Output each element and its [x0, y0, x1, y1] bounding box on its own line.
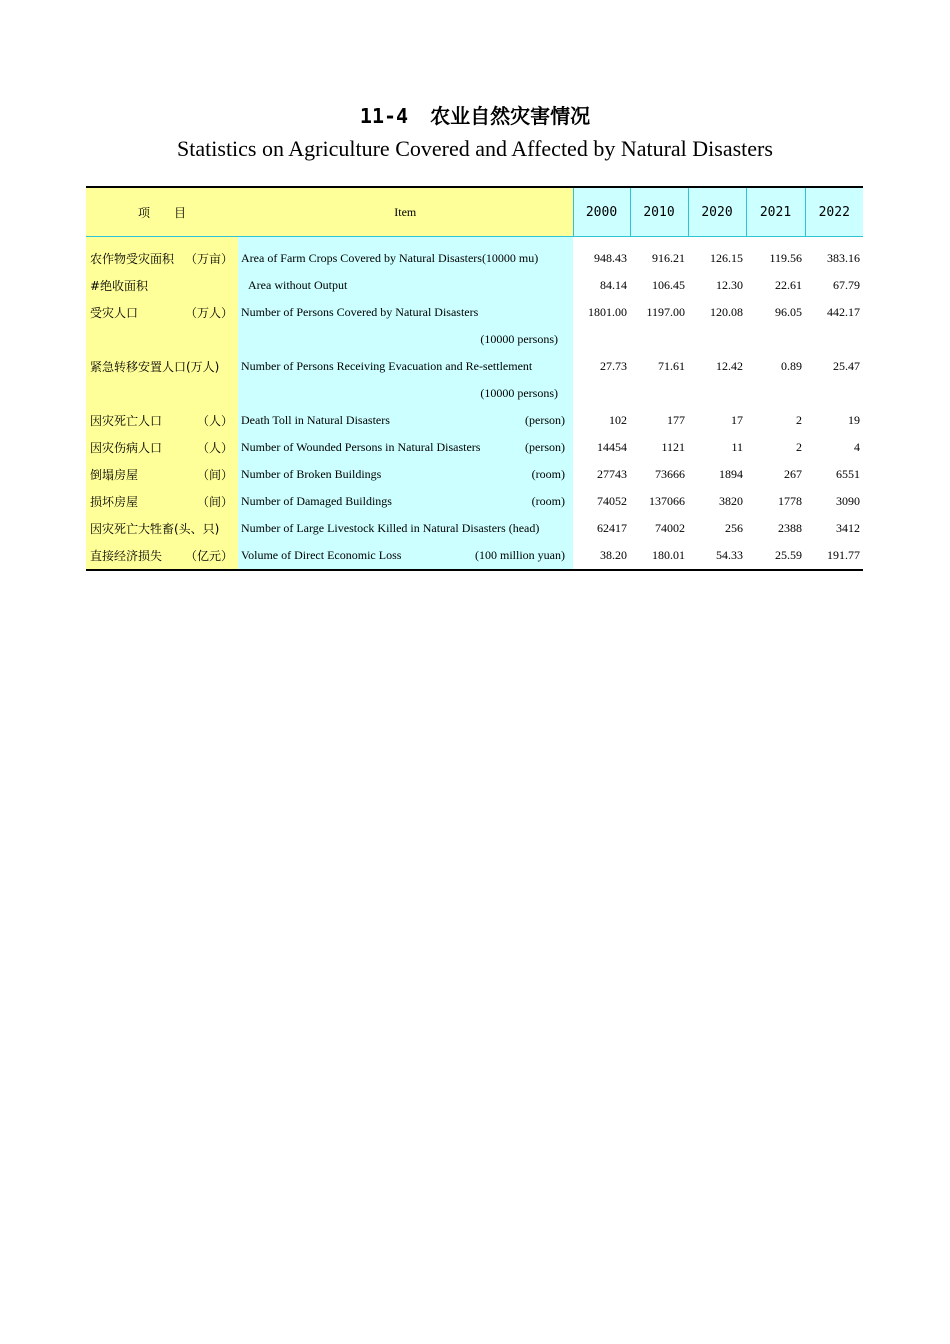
header-year: 2000 [573, 187, 630, 237]
value-cell: 38.20 [573, 542, 630, 570]
item-cn-cell [86, 380, 238, 407]
item-en-cell [238, 353, 573, 380]
spacer-cell [238, 237, 573, 246]
item-cn-cell [86, 353, 238, 380]
value-cell: 12.42 [716, 359, 743, 373]
item-en: Number of Persons Covered by Natural Disasters [241, 305, 479, 319]
value-cell: 1894 [719, 467, 743, 481]
item-cn: 因灾死亡人口 [90, 414, 163, 428]
item-cn-cell [86, 461, 238, 488]
item-cn: 受灾人口 [90, 306, 139, 320]
value-cell: 102 [609, 413, 627, 427]
item-cn-unit: （万人） [184, 306, 233, 320]
value-cell [630, 326, 688, 353]
value-cell [630, 380, 688, 407]
item-en-unit: (person) [525, 413, 565, 427]
value-cell: 1197.00 [646, 305, 685, 319]
value-cell: 0.89 [781, 359, 802, 373]
value-cell: 2388 [778, 521, 802, 535]
item-cn-unit: （间） [196, 495, 233, 509]
spacer-row [86, 237, 863, 246]
value-cell: 3820 [719, 494, 743, 508]
value-cell [573, 380, 630, 407]
item-cn: 损坏房屋 [90, 495, 139, 509]
item-en: (10000 persons) [480, 386, 558, 400]
spacer-cell [86, 237, 238, 246]
value-cell: 137066 [649, 494, 685, 508]
table-row [86, 461, 863, 488]
item-en-cell [238, 245, 573, 272]
item-en: Number of Large Livestock Killed in Natural Disasters (head) [241, 521, 540, 535]
item-cn-unit: （亿元） [184, 549, 233, 563]
item-en: Number of Damaged Buildings [241, 494, 392, 508]
value-cell: 948.43 [594, 251, 627, 265]
item-en-cell [238, 299, 573, 326]
item-cn-cell [86, 407, 238, 434]
item-en: Area without Output [248, 278, 348, 292]
item-cn-unit: （人） [196, 414, 233, 428]
header-row [86, 187, 863, 237]
item-en: Number of Broken Buildings [241, 467, 382, 481]
value-cell: 17 [731, 413, 743, 427]
value-cell: 12.30 [716, 278, 743, 292]
item-cn: 直接经济损失 [90, 549, 163, 563]
table-title-cn: 农业自然灾害情况 [430, 104, 591, 128]
item-cn: #绝收面积 [90, 279, 149, 293]
value-cell: 62417 [597, 521, 627, 535]
item-en-unit: (room) [531, 494, 565, 508]
value-cell: 71.61 [658, 359, 685, 373]
value-cell: 4 [854, 440, 860, 454]
item-en-cell [238, 515, 573, 542]
item-cn-cell [86, 299, 238, 326]
item-en-cell [238, 272, 573, 299]
value-cell: 916.21 [652, 251, 685, 265]
value-cell: 442.17 [827, 305, 860, 319]
value-cell: 14454 [597, 440, 627, 454]
value-cell: 84.14 [600, 278, 627, 292]
item-cn-cell [86, 515, 238, 542]
value-cell: 1121 [661, 440, 685, 454]
value-cell [573, 326, 630, 353]
value-cell: 2 [796, 413, 802, 427]
value-cell: 119.56 [769, 251, 802, 265]
item-en-cell [238, 461, 573, 488]
value-cell: 191.77 [805, 542, 863, 570]
value-cell: 383.16 [827, 251, 860, 265]
value-cell: 74002 [655, 521, 685, 535]
value-cell [805, 326, 863, 353]
value-cell: 11 [731, 440, 743, 454]
value-cell: 74052 [597, 494, 627, 508]
item-cn: 农作物受灾面积 [90, 252, 175, 266]
item-cn-unit: （间） [196, 468, 233, 482]
value-cell: 27743 [597, 467, 627, 481]
item-cn-cell [86, 272, 238, 299]
item-en-cell [238, 326, 573, 353]
disaster-statistics-table [86, 186, 863, 571]
value-cell: 177 [667, 413, 685, 427]
item-en: Death Toll in Natural Disasters [241, 413, 390, 427]
table-row [86, 434, 863, 461]
table-row [86, 353, 863, 380]
table-row [86, 380, 863, 407]
table-row [86, 542, 863, 570]
header-year: 2020 [688, 187, 746, 237]
item-en-unit: (room) [531, 467, 565, 481]
value-cell: 1801.00 [588, 305, 627, 319]
value-cell: 22.61 [775, 278, 802, 292]
item-en-cell [238, 542, 573, 570]
table-row [86, 272, 863, 299]
item-cn: 倒塌房屋 [90, 468, 139, 482]
header-year: 2022 [805, 187, 863, 237]
table-row [86, 515, 863, 542]
spacer-cell [573, 237, 863, 246]
item-cn-cell [86, 326, 238, 353]
value-cell: 180.01 [630, 542, 688, 570]
header-item-en: Item [238, 187, 573, 237]
item-cn: 紧急转移安置人口(万人) [90, 360, 220, 374]
item-en: Volume of Direct Economic Loss [241, 548, 402, 562]
item-cn-cell [86, 488, 238, 515]
value-cell: 3412 [836, 521, 860, 535]
value-cell [805, 380, 863, 407]
item-en-unit: (person) [525, 440, 565, 454]
item-en-unit: (100 million yuan) [475, 548, 565, 562]
value-cell: 106.45 [652, 278, 685, 292]
value-cell: 126.15 [710, 251, 743, 265]
table-row [86, 326, 863, 353]
value-cell: 1778 [778, 494, 802, 508]
item-cn: 因灾伤病人口 [90, 441, 163, 455]
header-item-cn: 项 目 [86, 187, 238, 237]
value-cell: 25.47 [833, 359, 860, 373]
value-cell: 27.73 [600, 359, 627, 373]
item-cn-cell [86, 434, 238, 461]
table-code: 11-4 [359, 104, 409, 128]
item-en: Area of Farm Crops Covered by Natural Disasters(10000 mu) [241, 251, 539, 265]
value-cell: 3090 [836, 494, 860, 508]
table-row [86, 407, 863, 434]
table-row [86, 488, 863, 515]
item-en: Number of Persons Receiving Evacuation and Re-settlement [241, 359, 533, 373]
value-cell: 67.79 [833, 278, 860, 292]
value-cell: 267 [784, 467, 802, 481]
item-en: (10000 persons) [480, 332, 558, 346]
value-cell: 25.59 [746, 542, 805, 570]
value-cell: 120.08 [710, 305, 743, 319]
item-cn-unit: （人） [196, 441, 233, 455]
value-cell [746, 380, 805, 407]
value-cell: 54.33 [688, 542, 746, 570]
item-cn-unit: （万亩） [184, 252, 233, 266]
table-row [86, 299, 863, 326]
item-en-cell [238, 407, 573, 434]
item-en-cell [238, 488, 573, 515]
value-cell [746, 326, 805, 353]
value-cell: 19 [848, 413, 860, 427]
header-year: 2021 [746, 187, 805, 237]
item-cn-cell [86, 245, 238, 272]
item-en-cell [238, 380, 573, 407]
item-en-cell [238, 434, 573, 461]
value-cell: 256 [725, 521, 743, 535]
header-year: 2010 [630, 187, 688, 237]
value-cell: 73666 [655, 467, 685, 481]
value-cell: 6551 [836, 467, 860, 481]
item-cn: 因灾死亡大牲畜(头、只) [90, 522, 220, 536]
item-cn-cell [86, 542, 238, 570]
item-en: Number of Wounded Persons in Natural Disasters [241, 440, 481, 454]
page-title-cn [0, 100, 950, 129]
page-title-en: Statistics on Agriculture Covered and Affected by Natural Disasters [177, 136, 773, 161]
value-cell: 2 [796, 440, 802, 454]
table-row [86, 245, 863, 272]
value-cell [688, 380, 746, 407]
value-cell: 96.05 [775, 305, 802, 319]
value-cell [688, 326, 746, 353]
